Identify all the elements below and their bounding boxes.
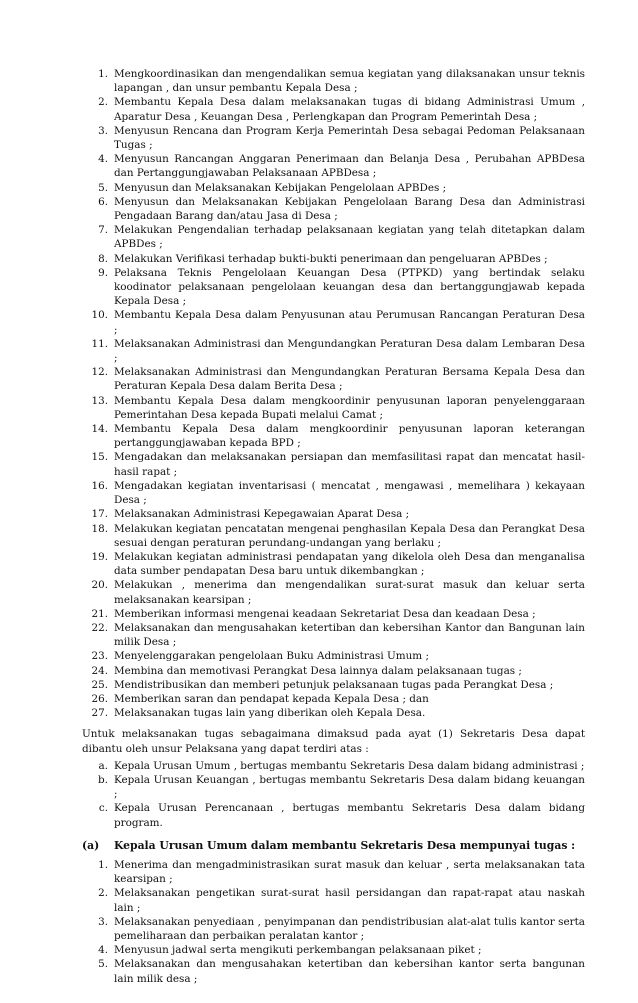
list-item-number: 8. (98, 252, 108, 265)
list-item (82, 692, 585, 706)
list-item (82, 607, 585, 621)
list-item (82, 365, 585, 393)
list-item-text: Melaksanakan penyediaan , penyimpanan dan pendistribusian alat-alat tulis kantor serta pemeliharaan dan perbaikan peralatan kantor ; (114, 915, 585, 942)
list-item-text: Menyusun Rencana dan Program Kerja Pemerintah Desa sebagai Pedoman Pelaksanaan Tugas ; (114, 124, 585, 152)
list-item-text: Melaksanakan pengetikan surat-surat hasil persidangan dan rapat-rapat atau naskah lain ; (114, 887, 585, 914)
list-item-number: 1. (98, 68, 108, 80)
main-task-list (82, 67, 585, 720)
list-item-text: Menyusun dan Melaksanakan Kebijakan Pengelolaan APBDes ; (114, 181, 447, 194)
list-item (82, 957, 585, 985)
list-item (82, 394, 585, 422)
list-item-number: 16. (91, 479, 108, 492)
list-item-number: 17. (91, 508, 108, 521)
list-item-number: 4. (98, 944, 108, 957)
section-task-list (82, 858, 585, 986)
list-item (82, 223, 585, 251)
list-item (82, 773, 585, 801)
list-item-number: 23. (91, 650, 108, 663)
list-item (82, 308, 585, 336)
list-item-text: Membantu Kepala Desa dalam mengkoordinir penyusunan laporan keterangan pertanggungjawaban kepada BPD ; (114, 423, 585, 450)
list-item-text: Melakukan , menerima dan mengendalikan surat-surat masuk dan keluar serta melaksanakan kearsipan ; (114, 579, 585, 606)
list-item-number: 26. (91, 692, 108, 705)
list-item-number: 22. (91, 621, 108, 634)
list-item-number: 13. (91, 394, 108, 407)
list-item (82, 578, 585, 606)
list-item-number: 20. (91, 579, 108, 592)
document-page (82, 67, 585, 986)
intro-paragraph: Untuk melaksanakan tugas sebagaimana dimaksud pada ayat (1) Sekretaris Desa dapat dibantu oleh unsur Pelaksana yang dapat terdiri atas : (82, 728, 585, 755)
list-item-number: 5. (98, 181, 108, 194)
list-item (82, 858, 585, 886)
list-item-number: 27. (91, 707, 108, 720)
list-item-text: Melaksanakan Administrasi dan Mengundangkan Peraturan Bersama Kepala Desa dan Peraturan Kepala Desa dalam Berita Desa ; (114, 366, 585, 393)
list-item-text: Menyelenggarakan pengelolaan Buku Administrasi Umum ; (114, 650, 429, 663)
section-heading-number: (a) (82, 838, 100, 852)
list-item (82, 886, 585, 914)
executor-list (82, 759, 585, 830)
list-item-number: 24. (91, 664, 108, 677)
list-item-text: Pelaksana Teknis Pengelolaan Keuangan Desa (PTPKD) yang bertindak selaku koodinator pelaksanaan pengelolaan keuangan desa dan bertanggungjawab kepada Kepala Desa ; (114, 266, 585, 308)
list-item (82, 124, 585, 152)
list-item (82, 450, 585, 478)
list-item-number: 15. (91, 451, 108, 464)
list-item-number: 12. (91, 366, 108, 379)
list-item-text: Kepala Urusan Perencanaan , bertugas membantu Sekretaris Desa dalam bidang program. (114, 802, 585, 829)
list-item-number: 7. (98, 224, 108, 237)
list-item-text: Menyusun Rancangan Anggaran Penerimaan dan Belanja Desa , Perubahan APBDesa dan Pertanggungjawaban Pelaksanaan APBDesa ; (114, 153, 585, 180)
list-item-text: Menyusun jadwal serta mengikuti perkembangan pelaksanaan piket ; (114, 944, 482, 957)
list-item (82, 479, 585, 507)
list-item (82, 266, 585, 309)
list-item (82, 678, 585, 692)
list-item-text: Melakukan Pengendalian terhadap pelaksanaan kegiatan yang telah ditetapkan dalam APBDes ; (114, 224, 585, 251)
list-item-text: Memberikan informasi mengenai keadaan Sekretariat Desa dan keadaan Desa ; (114, 607, 536, 620)
list-item (82, 759, 585, 773)
list-item-text: Melaksanakan Administrasi Kepegawaian Aparat Desa ; (114, 508, 410, 521)
list-item-number: b. (98, 773, 108, 786)
list-item-number: 2. (98, 96, 108, 109)
list-item-number: 6. (98, 195, 108, 208)
list-item-text: Membantu Kepala Desa dalam melaksanakan tugas di bidang Administrasi Umum , Aparatur Desa , Keuangan Desa , Perlengkapan dan Program Pemerintah Desa ; (114, 96, 585, 123)
list-item (82, 252, 585, 266)
list-item-number: 10. (91, 309, 108, 322)
list-item-text: Melakukan kegiatan administrasi pendapatan yang dikelola oleh Desa dan menganalisa data sumber pendapatan Desa baru untuk dikembangkan ; (114, 550, 585, 578)
list-item-text: Melakukan Verifikasi terhadap bukti-bukti penerimaan dan pengeluaran APBDes ; (114, 252, 548, 265)
list-item (82, 507, 585, 521)
list-item (82, 522, 585, 550)
list-item (82, 621, 585, 649)
list-item-text: Mengadakan kegiatan inventarisasi ( mencatat , mengawasi , memelihara ) kekayaan Desa ; (114, 479, 585, 507)
list-item (82, 152, 585, 180)
list-item-number: c. (98, 802, 108, 815)
list-item-number: 4. (98, 153, 108, 166)
list-item-number: 1. (98, 858, 108, 871)
list-item-number: 18. (91, 522, 108, 535)
list-item-number: 9. (98, 266, 108, 279)
list-item-text: Menyusun dan Melaksanakan Kebijakan Pengelolaan Barang Desa dan Administrasi Pengadaan Barang dan/atau Jasa di Desa ; (114, 195, 585, 223)
list-item-number: 14. (91, 423, 108, 436)
list-item (82, 801, 585, 829)
section-heading-text: Kepala Urusan Umum dalam membantu Sekretaris Desa mempunyai tugas : (114, 838, 576, 852)
list-item (82, 649, 585, 663)
list-item-text: Kepala Urusan Umum , bertugas membantu Sekretaris Desa dalam bidang administrasi ; (114, 759, 585, 772)
list-item (82, 915, 585, 943)
list-item (82, 664, 585, 678)
list-item (82, 95, 585, 123)
list-item-text: Memberikan saran dan pendapat kepada Kepala Desa ; dan (114, 692, 429, 705)
list-item-number: 21. (91, 607, 108, 620)
list-item-number: 3. (98, 915, 108, 928)
list-item-number: 19. (91, 550, 108, 563)
list-item (82, 422, 585, 450)
list-item (82, 550, 585, 578)
list-item (82, 181, 585, 195)
list-item-number: 2. (98, 887, 108, 900)
list-item-text: Mendistribusikan dan memberi petunjuk pelaksanaan tugas pada Perangkat Desa ; (114, 678, 554, 691)
list-item-text: Melaksanakan dan mengusahakan ketertiban dan kebersihan Kantor dan Bangunan lain milik Desa ; (114, 621, 585, 649)
list-item (82, 337, 585, 365)
list-item-text: Melakukan kegiatan pencatatan mengenai penghasilan Kepala Desa dan Perangkat Desa sesuai dengan peraturan perundang-undangan yang berlaku ; (114, 522, 585, 549)
list-item (82, 195, 585, 223)
list-item-text: Melaksanakan tugas lain yang diberikan oleh Kepala Desa. (114, 707, 426, 720)
list-item (82, 67, 585, 95)
list-item (82, 943, 585, 957)
list-item-number: a. (98, 759, 108, 772)
section-heading (82, 839, 585, 853)
list-item-text: Membantu Kepala Desa dalam mengkoordinir penyusunan laporan penyelenggaraan Pemerintahan Desa kepada Bupati melalui Camat ; (114, 394, 585, 421)
list-item-number: 25. (91, 678, 108, 691)
list-item-text: Menerima dan mengadministrasikan surat masuk dan keluar , serta melaksanakan tata kearsipan ; (114, 858, 585, 886)
list-item-text: Kepala Urusan Keuangan , bertugas membantu Sekretaris Desa dalam bidang keuangan ; (114, 773, 585, 801)
list-item-text: Membantu Kepala Desa dalam Penyusunan atau Perumusan Rancangan Peraturan Desa ; (114, 309, 585, 336)
list-item-number: 11. (91, 337, 108, 350)
list-item-text: Melaksanakan Administrasi dan Mengundangkan Peraturan Desa dalam Lembaran Desa ; (114, 337, 585, 365)
list-item-text: Mengkoordinasikan dan mengendalikan semua kegiatan yang dilaksanakan unsur teknis lapangan , dan unsur pembantu Kepala Desa ; (114, 68, 585, 95)
list-item-number: 5. (98, 958, 108, 971)
list-item (82, 706, 585, 720)
list-item-text: Mengadakan dan melaksanakan persiapan dan memfasilitasi rapat dan mencatat hasil-hasil rapat ; (114, 451, 585, 478)
list-item-text: Melaksanakan dan mengusahakan ketertiban dan kebersihan kantor serta bangunan lain milik desa ; (114, 958, 585, 985)
list-item-text: Membina dan memotivasi Perangkat Desa lainnya dalam pelaksanaan tugas ; (114, 664, 522, 677)
list-item-number: 3. (98, 124, 108, 137)
